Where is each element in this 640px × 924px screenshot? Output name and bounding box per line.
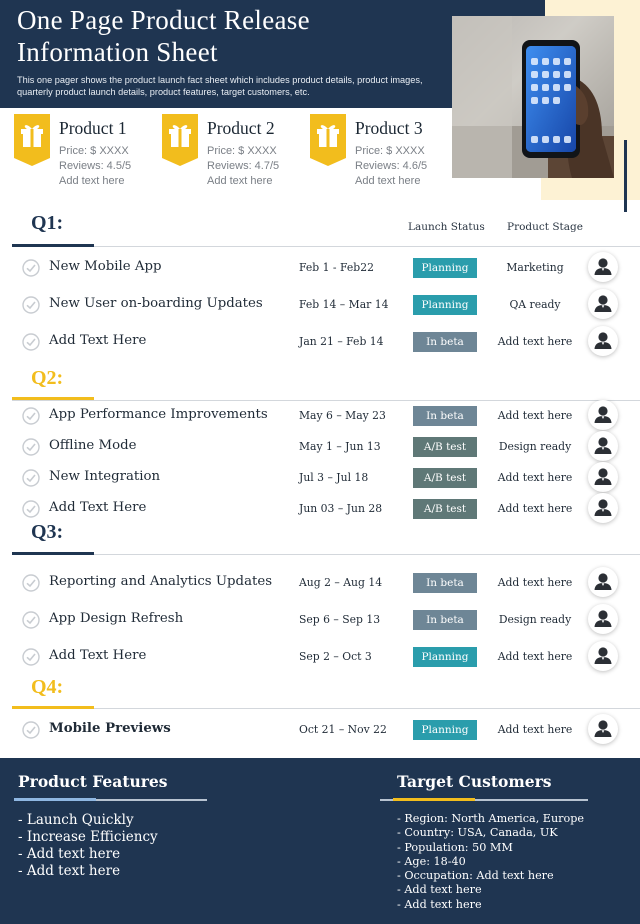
product-stage: Add text here [497,502,573,515]
product-card-1 [14,114,154,194]
customer-item: - Country: USA, Canada, UK [397,826,584,840]
quarter-divider [12,246,640,247]
user-icon [588,462,618,492]
customers-accent [393,798,475,801]
product-note: Add text here [59,175,125,187]
quarter-label: Q1: [31,212,64,234]
launch-status-badge: In beta [413,332,477,352]
release-name: Offline Mode [49,438,137,453]
release-row [0,495,640,523]
release-name: New Integration [49,469,161,484]
feature-item: - Add text here [18,846,158,863]
feature-item: - Increase Efficiency [18,829,158,846]
title-line-2: Information Sheet [17,37,218,67]
user-icon [588,252,618,282]
check-circle-icon [22,407,40,425]
quarter-label: Q2: [31,367,64,389]
gift-box-icon [14,114,50,166]
release-dates: Oct 21 – Nov 22 [299,723,387,736]
product-name: Product 1 [59,118,127,138]
release-row [0,643,640,671]
product-stage: Add text here [497,576,573,589]
user-icon [588,714,618,744]
check-circle-icon [22,469,40,487]
user-icon [588,641,618,671]
check-circle-icon [22,296,40,314]
launch-status-badge: In beta [413,573,477,593]
bottom-panel [0,758,640,924]
release-row [0,291,640,319]
product-price: Price: $ XXXX [355,145,425,157]
product-stage: Marketing [506,261,564,274]
quarter-underline [12,706,94,709]
release-dates: May 1 – Jun 13 [299,440,381,453]
release-name: Add Text Here [49,500,147,515]
product-card-3 [310,114,450,194]
user-icon [588,493,618,523]
product-stage: Design ready [498,613,572,626]
quarter-label: Q3: [31,521,64,543]
launch-status-badge: Planning [413,647,477,667]
check-circle-icon [22,574,40,592]
product-features-title: Product Features [18,772,168,791]
launch-status-badge: Planning [413,258,477,278]
check-circle-icon [22,259,40,277]
release-name: New User on-boarding Updates [49,296,263,311]
release-dates: Sep 6 – Sep 13 [299,613,381,626]
page-title [17,4,447,68]
target-customers-title: Target Customers [397,772,552,791]
release-dates: May 6 – May 23 [299,409,386,422]
feature-item: - Launch Quickly [18,812,158,829]
quarter-underline [12,244,94,247]
product-stage: Add text here [497,723,573,736]
launch-status-badge: In beta [413,610,477,630]
release-dates: Feb 1 - Feb22 [299,261,374,274]
product-card-2 [162,114,302,194]
release-dates: Jun 03 – Jun 28 [299,502,383,515]
product-stage: Add text here [497,650,573,663]
release-row [0,328,640,356]
customer-item: - Age: 18-40 [397,855,584,869]
product-stage: Add text here [497,409,573,422]
product-features-list [18,812,158,880]
launch-status-badge: A/B test [413,437,477,457]
release-name: App Design Refresh [49,611,184,626]
release-dates: Sep 2 – Oct 3 [299,650,372,663]
product-stage: Add text here [497,471,573,484]
page-subtitle: This one pager shows the product launch fact sheet which includes product details, product images, quarterly product launch details, product features, target customers, etc. [17,75,423,97]
check-circle-icon [22,333,40,351]
quarter-label: Q4: [31,676,64,698]
customer-item: - Region: North America, Europe [397,812,584,826]
check-circle-icon [22,438,40,456]
product-name: Product 2 [207,118,275,138]
product-stage: QA ready [509,298,561,311]
product-price: Price: $ XXXX [207,145,277,157]
product-reviews: Reviews: 4.6/5 [355,160,428,172]
release-name: New Mobile App [49,259,162,274]
product-reviews: Reviews: 4.5/5 [59,160,132,172]
gift-box-icon [162,114,198,166]
quarter-divider [12,400,640,401]
release-name: Add Text Here [49,648,147,663]
customer-item: - Population: 50 MM [397,841,584,855]
release-row [0,716,640,744]
user-icon [588,431,618,461]
product-note: Add text here [355,175,421,187]
title-line-1: One Page Product Release [17,5,310,35]
features-accent [14,798,96,801]
release-name: App Performance Improvements [49,407,268,422]
product-stage: Design ready [498,440,572,453]
release-row [0,464,640,492]
product-price: Price: $ XXXX [59,145,129,157]
product-stage: Add text here [497,335,573,348]
product-reviews: Reviews: 4.7/5 [207,160,280,172]
customer-item: - Occupation: Add text here [397,869,584,883]
quarter-underline [12,397,94,400]
quarter-divider [12,708,640,709]
launch-status-badge: A/B test [413,468,477,488]
user-icon [588,567,618,597]
release-row [0,402,640,430]
quarter-underline [12,552,94,555]
quarter-divider [12,554,640,555]
check-circle-icon [22,721,40,739]
release-name: Add Text Here [49,333,147,348]
user-icon [588,604,618,634]
target-customers-list [397,812,584,912]
check-circle-icon [22,648,40,666]
customer-item: - Add text here [397,883,584,897]
release-row [0,569,640,597]
release-row [0,433,640,461]
user-icon [588,400,618,430]
user-icon [588,326,618,356]
check-circle-icon [22,500,40,518]
check-circle-icon [22,611,40,629]
launch-status-badge: Planning [413,295,477,315]
gift-box-icon [310,114,346,166]
release-dates: Feb 14 – Mar 14 [299,298,389,311]
release-row [0,606,640,634]
launch-status-badge: Planning [413,720,477,740]
launch-status-badge: In beta [413,406,477,426]
product-note: Add text here [207,175,273,187]
release-name: Mobile Previews [49,721,171,736]
column-header-product-stage: Product Stage [507,221,583,233]
column-header-launch-status: Launch Status [408,221,485,233]
feature-item: - Add text here [18,863,158,880]
release-row [0,254,640,282]
accent-bar [624,140,627,212]
launch-status-badge: A/B test [413,499,477,519]
release-dates: Jul 3 – Jul 18 [299,471,369,484]
release-dates: Jan 21 – Feb 14 [299,335,384,348]
smartphone-photo [452,16,614,178]
release-dates: Aug 2 – Aug 14 [299,576,383,589]
release-name: Reporting and Analytics Updates [49,574,273,589]
customer-item: - Add text here [397,898,584,912]
user-icon [588,289,618,319]
product-name: Product 3 [355,118,423,138]
